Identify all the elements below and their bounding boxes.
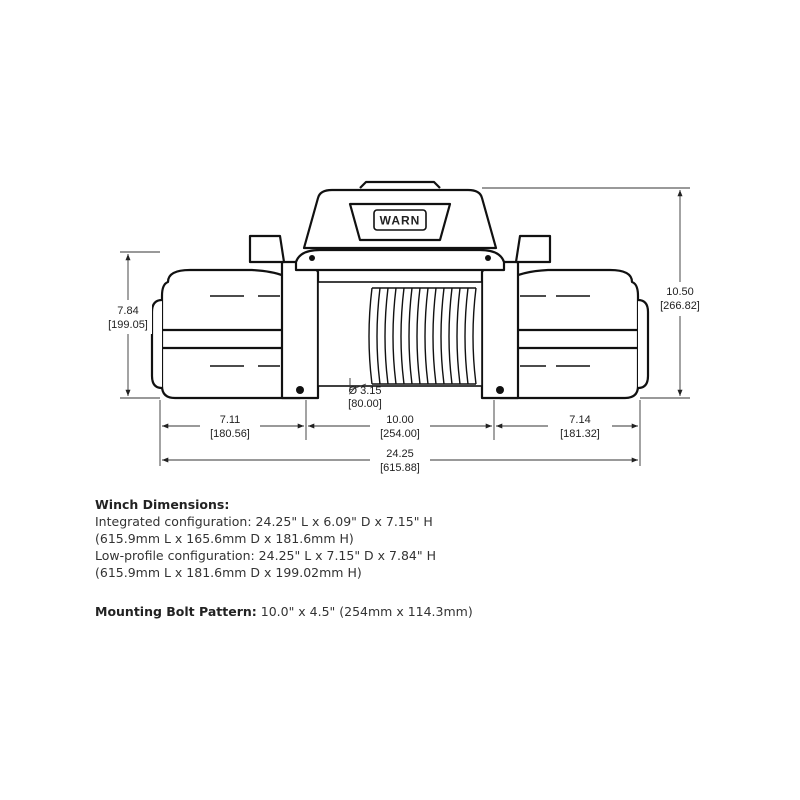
drum-diameter-mm: [80.00] xyxy=(348,398,382,410)
left-length-mm: [180.56] xyxy=(210,428,250,440)
right-length-in: 7.14 xyxy=(569,414,591,426)
left-length-in: 7.11 xyxy=(219,414,241,426)
warn-logo: WARN xyxy=(379,213,421,228)
winch-dimensions-heading: Winch Dimensions: xyxy=(95,497,230,512)
bolt-pattern-heading: Mounting Bolt Pattern: xyxy=(95,604,257,619)
right-length-mm: [181.32] xyxy=(560,428,600,440)
mounting-bolt-pattern xyxy=(95,603,775,620)
center-length-in: 10.00 xyxy=(386,414,414,426)
low-profile-config: Low-profile configuration: 24.25" L x 7.15" D x 7.84" H xyxy=(95,548,436,563)
left-height-mm: [199.05] xyxy=(108,319,148,331)
winch-specs xyxy=(95,496,775,620)
drum xyxy=(318,282,482,386)
right-height-mm: [266.82] xyxy=(660,300,700,312)
low-profile-config-mm: (615.9mm L x 181.6mm D x 199.02mm H) xyxy=(95,565,362,580)
integrated-config-mm: (615.9mm L x 165.6mm D x 181.6mm H) xyxy=(95,531,354,546)
drum-diameter-in: Ø 3.15 xyxy=(348,385,382,397)
total-length-in: 24.25 xyxy=(386,448,414,460)
right-height-in: 10.50 xyxy=(666,286,694,298)
left-height-in: 7.84 xyxy=(117,305,139,317)
center-length-mm: [254.00] xyxy=(380,428,420,440)
integrated-config: Integrated configuration: 24.25" L x 6.09" D x 7.15" H xyxy=(95,514,433,529)
total-length-mm: [615.88] xyxy=(380,462,420,474)
bolt-pattern-value: 10.0" x 4.5" (254mm x 114.3mm) xyxy=(256,604,473,619)
